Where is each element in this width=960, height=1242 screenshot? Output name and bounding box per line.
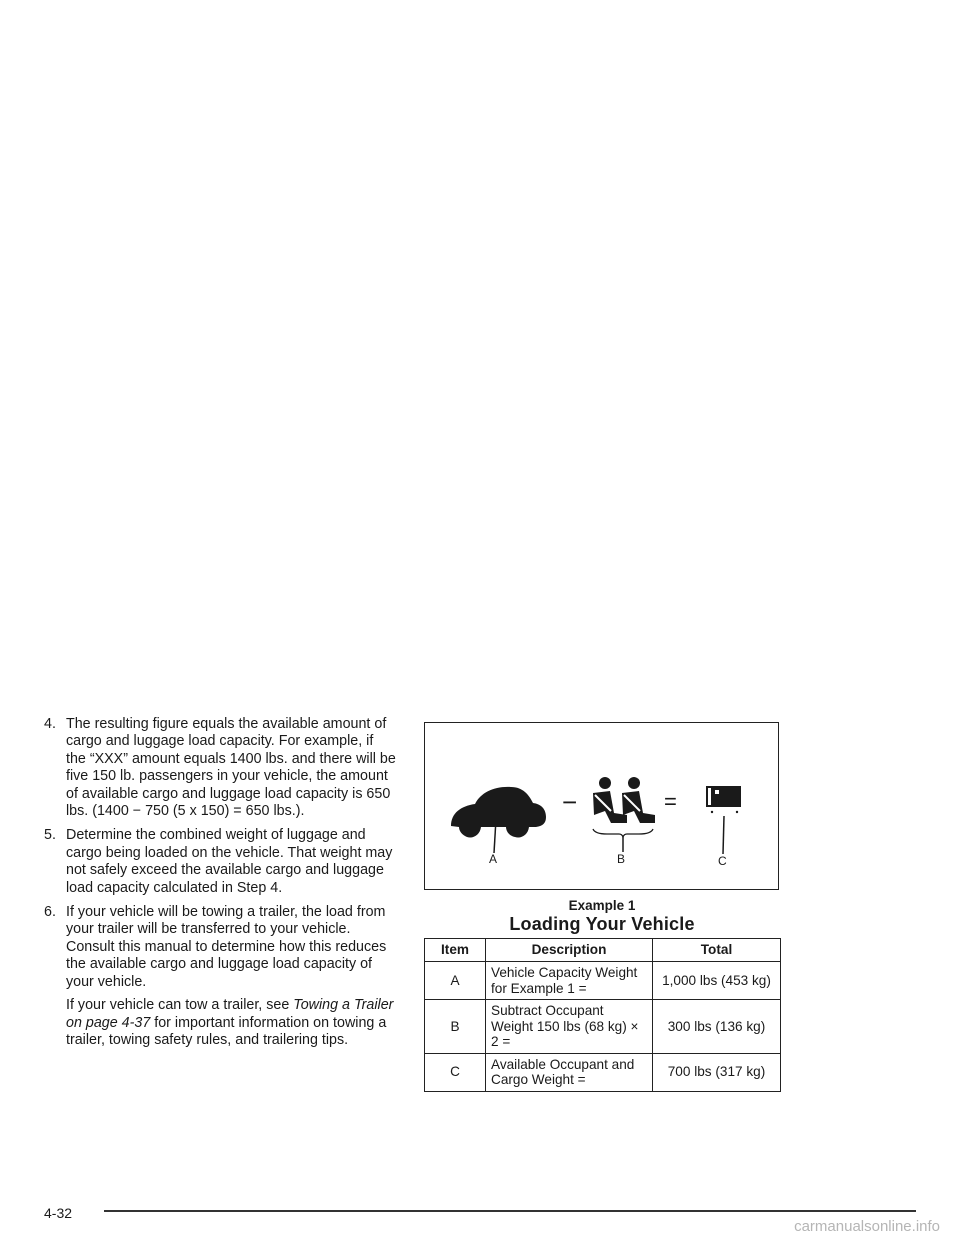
header-total: Total xyxy=(653,939,781,962)
watermark: carmanualsonline.info xyxy=(794,1218,940,1235)
step-text: Determine the combined weight of luggage and cargo being loaded on the vehicle. That weight may not safely exceed the available cargo and luggage load capacity calculated in Step 4. xyxy=(66,827,393,896)
cell-description: Vehicle Capacity Weight for Example 1 = xyxy=(486,962,653,1000)
cell-item: B xyxy=(425,1000,486,1054)
cell-total: 300 lbs (136 kg) xyxy=(653,1000,781,1054)
equals-operator: = xyxy=(664,789,677,814)
towing-trailer-link[interactable]: Towing a Trailer on page 4-37 xyxy=(66,997,394,1031)
table-row xyxy=(425,1000,781,1054)
cargo-box-icon xyxy=(706,786,741,813)
step-text: If your vehicle will be towing a trailer, the load from your trailer will be transferred to your vehicle. Consult this manual to determine how this reduces the available cargo and luggage load capacity of your vehicle. xyxy=(66,904,387,990)
minus-operator: − xyxy=(562,787,578,817)
loading-diagram xyxy=(425,723,780,891)
step-number: 4. xyxy=(44,716,56,732)
occupant-brace xyxy=(593,829,653,837)
cell-description: Subtract Occupant Weight 150 lbs (68 kg) × 2 = xyxy=(486,1000,653,1054)
trailer-text-after: for important information on towing a trailer, towing safety rules, and trailering tips. xyxy=(66,1014,387,1048)
step-6 xyxy=(44,904,396,1049)
table-header-row xyxy=(425,939,781,962)
table-row xyxy=(425,1053,781,1091)
label-a: A xyxy=(489,852,498,866)
leader-line-c xyxy=(723,816,724,854)
label-c: C xyxy=(718,854,727,868)
step-number: 5. xyxy=(44,827,56,844)
figure-caption: Example 1 xyxy=(568,898,636,913)
header-description: Description xyxy=(486,939,653,962)
step-5 xyxy=(44,827,396,897)
cell-total: 1,000 lbs (453 kg) xyxy=(653,962,781,1000)
trailer-paragraph xyxy=(66,997,396,1049)
table-title: Loading Your Vehicle xyxy=(509,914,695,934)
table-row xyxy=(425,962,781,1000)
loading-example-figure xyxy=(424,722,779,890)
footer-rule xyxy=(104,1210,916,1212)
cell-total: 700 lbs (317 kg) xyxy=(653,1053,781,1091)
header-item: Item xyxy=(425,939,486,962)
cell-description: Available Occupant and Cargo Weight = xyxy=(486,1053,653,1091)
page-number: 4-32 xyxy=(44,1205,73,1221)
seated-occupant-icon xyxy=(593,777,627,823)
loading-table xyxy=(424,938,781,1092)
step-number: 6. xyxy=(44,904,56,921)
step-4 xyxy=(44,716,396,820)
trailer-text-before: If your vehicle can tow a trailer, see xyxy=(66,997,294,1014)
step-text: The resulting figure equals the available amount of cargo and luggage load capacity. For example, if the “XXX” amount equals 1400 lbs. and there will be five 150 lb. passengers in your vehicle, the amount of available cargo and luggage load capacity is 650 lbs. (1400 − 750 (5 x 150) = 650 lbs.). xyxy=(66,716,396,820)
label-b: B xyxy=(617,852,626,866)
car-icon xyxy=(451,787,546,838)
instructions-column xyxy=(44,716,396,1056)
cell-item: A xyxy=(425,962,486,1000)
cell-item: C xyxy=(425,1053,486,1091)
